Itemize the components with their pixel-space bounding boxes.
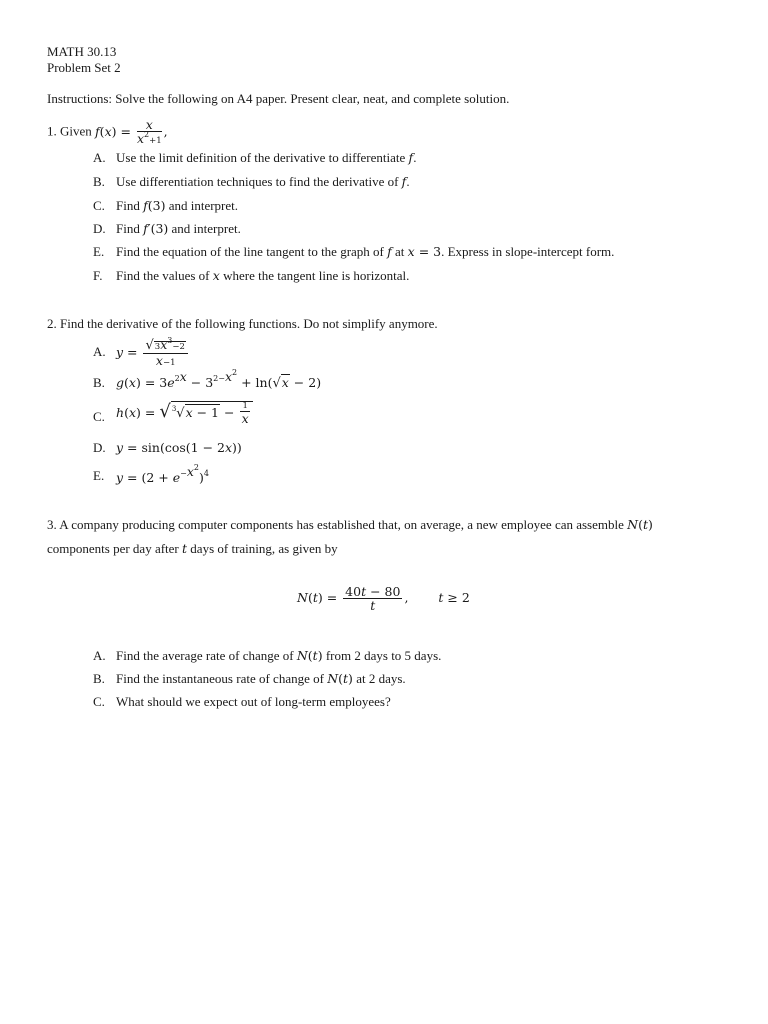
item-text: Use the limit definition of the derivative to differentiate f. (116, 150, 417, 165)
item-label: B. (93, 375, 105, 390)
item-label: C. (93, 409, 105, 424)
q2-intro: 2. Find the derivative of the following functions. Do not simplify anymore. (47, 316, 438, 331)
problem-set-title: Problem Set 2 (47, 60, 121, 75)
item-label: C. (93, 694, 105, 709)
item-label: F. (93, 268, 103, 283)
q1-item-a (0, 150, 768, 170)
item-label: D. (93, 221, 106, 236)
item-label: A. (93, 150, 106, 165)
instructions: Instructions: Solve the following on A4 paper. Present clear, neat, and complete solution. (47, 91, 510, 106)
q1-item-e (0, 244, 768, 264)
item-text: Use differentiation techniques to find the derivative of f. (116, 174, 410, 189)
item-text: Find f(3) and interpret. (116, 198, 239, 213)
course-code: MATH 30.13 (47, 44, 117, 59)
q2-item-c (0, 401, 768, 431)
item-text: Find the equation of the line tangent to the graph of f at x = 3. Express in slope-intercept form. (116, 244, 615, 259)
item-text: Find the instantaneous rate of change of N(t) at 2 days. (116, 671, 406, 686)
q2-item-b (0, 368, 768, 393)
q1-item-c (0, 198, 768, 218)
item-text: Find the values of x where the tangent line is horizontal. (116, 268, 410, 283)
q3-item-b (0, 671, 768, 691)
item-text: What should we expect out of long-term employees? (116, 694, 391, 709)
q1-item-d (0, 221, 768, 241)
item-text: Find f′(3) and interpret. (116, 221, 241, 236)
q2-b-formula: $g(x) = 3e^{2x} - 3^{2-x^2} + \ln(√x - 2)$ (116, 368, 322, 391)
item-label: A. (93, 648, 106, 663)
q3-item-c (0, 694, 768, 714)
q1-function-formula: f(x) = $\frac{x}{x^2+1}$ , (95, 117, 168, 147)
q3-item-a (0, 648, 768, 668)
item-label: E. (93, 244, 105, 259)
q3-intro-line1: 3. A company producing computer components has established that, on average, a new employee can assemble N(t) (47, 517, 653, 532)
item-label: E. (93, 468, 105, 483)
item-text: Find the average rate of change of N(t) from 2 days to 5 days. (116, 648, 442, 663)
q3-model-equation: N(t) = $\frac{40t - 80}{t}$ , t ≥ 2 (297, 584, 470, 614)
item-label: C. (93, 198, 105, 213)
q1-item-b (0, 174, 768, 194)
item-label: B. (93, 671, 105, 686)
q1-item-f (0, 268, 768, 288)
q2-e-formula: $y = (2 + e^{-x^2})^4$ (116, 463, 209, 485)
item-label: A. (93, 344, 106, 359)
q2-c-formula: h(x) = √$^3$√x − 1 − $\frac{1}{x}$ (116, 401, 253, 425)
q2-d-formula: y = sin(cos(1 − 2x)) (116, 440, 242, 455)
q2-item-a (0, 338, 768, 368)
q3-intro-line2: components per day after t days of training, as given by (47, 541, 338, 556)
item-label: D. (93, 440, 106, 455)
q1-heading (47, 118, 168, 146)
item-label: B. (93, 174, 105, 189)
q2-a-formula: y = $\frac{√3x^3-2}{x-1}$ (116, 338, 190, 368)
q2-item-d (0, 440, 768, 460)
q1-prefix: 1. Given (47, 123, 92, 139)
q2-item-e (0, 463, 768, 488)
